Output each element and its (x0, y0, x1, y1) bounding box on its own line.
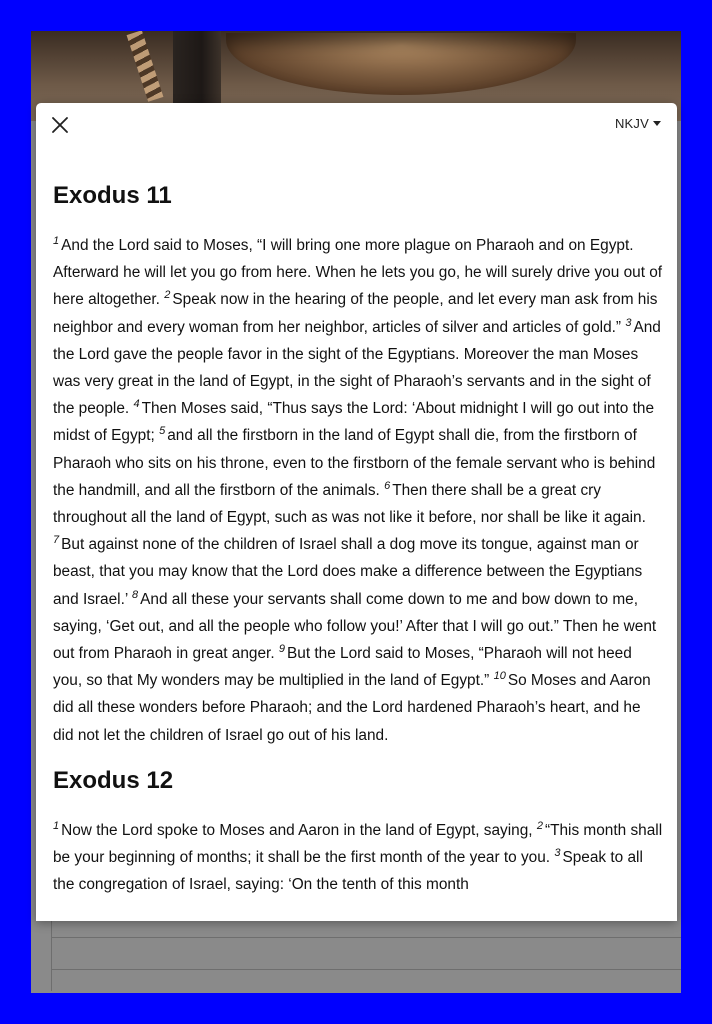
verse-text[interactable]: and all the firstborn in the land of Egypt shall die, from the firstborn of Pharaoh who sits on his throne, even to the firstborn of the female servant who is behind the handmill, and all the firstborn of the animals. (53, 427, 656, 499)
verse-text[interactable]: And all these your servants shall come down to me and bow down to me, saying, ‘Get out, and all the people who follow you!’ After that I will go out.” Then he went out from Pharaoh in great anger. (53, 590, 657, 663)
verse-number[interactable]: 6 (384, 479, 391, 492)
verse-number[interactable]: 2 (164, 289, 171, 302)
verse-number[interactable]: 8 (132, 588, 139, 601)
verse-number[interactable]: 3 (554, 847, 561, 860)
verse-text[interactable]: Speak now in the hearing of the people, and let every man ask from his neighbor and every woman from her neighbor, articles of silver and articles of gold.” (53, 291, 658, 336)
caret-down-icon (653, 121, 661, 126)
verse-text[interactable]: But the Lord said to Moses, “Pharaoh will not heed you, so that My wonders may be multiplied in the land of Egypt.” (53, 645, 632, 690)
verse-text[interactable]: But against none of the children of Israel shall a dog move its tongue, against man or beast, that you may know that the Lord does make a difference between the Egyptians and Israel.’ (53, 536, 643, 608)
verse-number[interactable]: 1 (53, 235, 60, 247)
verse-number[interactable]: 10 (493, 670, 506, 683)
verse-text[interactable]: Now the Lord spoke to Moses and Aaron in the land of Egypt, saying, (61, 821, 533, 839)
verse-text[interactable]: Speak to all the congregation of Israel, saying: ‘On the tenth of this month (53, 849, 643, 894)
verse-text[interactable]: So Moses and Aaron did all these wonders before Pharaoh; and the Lord hardened Pharaoh’s heart, and he did not let the children of Israel go out of his land. (53, 672, 651, 744)
chapter-passage (53, 232, 665, 749)
hero-chain-shape (127, 31, 164, 102)
chapter-list (53, 181, 665, 898)
verse-text[interactable]: “This month shall be your beginning of months; it shall be the first month of the year to you. (53, 821, 663, 867)
verse-text[interactable]: And the Lord gave the people favor in the sight of the Egyptians. Moreover the man Moses was very great in the land of Egypt, in the sight of Pharaoh’s servants and in the sight of the people. (53, 318, 661, 418)
chapter-title: Exodus 12 (53, 766, 174, 794)
version-label: NKJV (614, 116, 649, 131)
verse-text[interactable]: Then Moses said, “Thus says the Lord: ‘About midnight I will go out into the midst of Egypt; (53, 400, 655, 445)
version-selector[interactable] (615, 116, 661, 131)
verse-number[interactable]: 1 (53, 819, 60, 832)
verse-number[interactable]: 5 (159, 425, 166, 438)
background-divider-vertical (51, 921, 52, 991)
verse-text[interactable]: And the Lord said to Moses, “I will bring one more plague on Pharaoh and on Egypt. Afterward he will let you go from here. When he lets you go, he will surely drive you out of here altogether. (53, 237, 663, 309)
verse-number[interactable]: 2 (536, 819, 543, 832)
hero-bowl-shape (226, 33, 576, 95)
verse-number[interactable]: 9 (278, 643, 285, 656)
verse-number[interactable]: 4 (133, 398, 140, 411)
verse-text[interactable]: Then there shall be a great cry throughout all the land of Egypt, such as was not like it before, nor shall be like it again. (53, 481, 646, 527)
hero-pillar-shape (173, 31, 221, 111)
close-button[interactable] (50, 115, 70, 135)
verse-number[interactable]: 7 (53, 534, 60, 547)
close-icon (50, 115, 70, 135)
chapter-title: Exodus 11 (53, 182, 172, 209)
reader-content (53, 173, 665, 898)
bible-reader-modal (36, 103, 677, 921)
verse-number[interactable]: 3 (625, 316, 632, 329)
chapter-passage (53, 817, 665, 899)
